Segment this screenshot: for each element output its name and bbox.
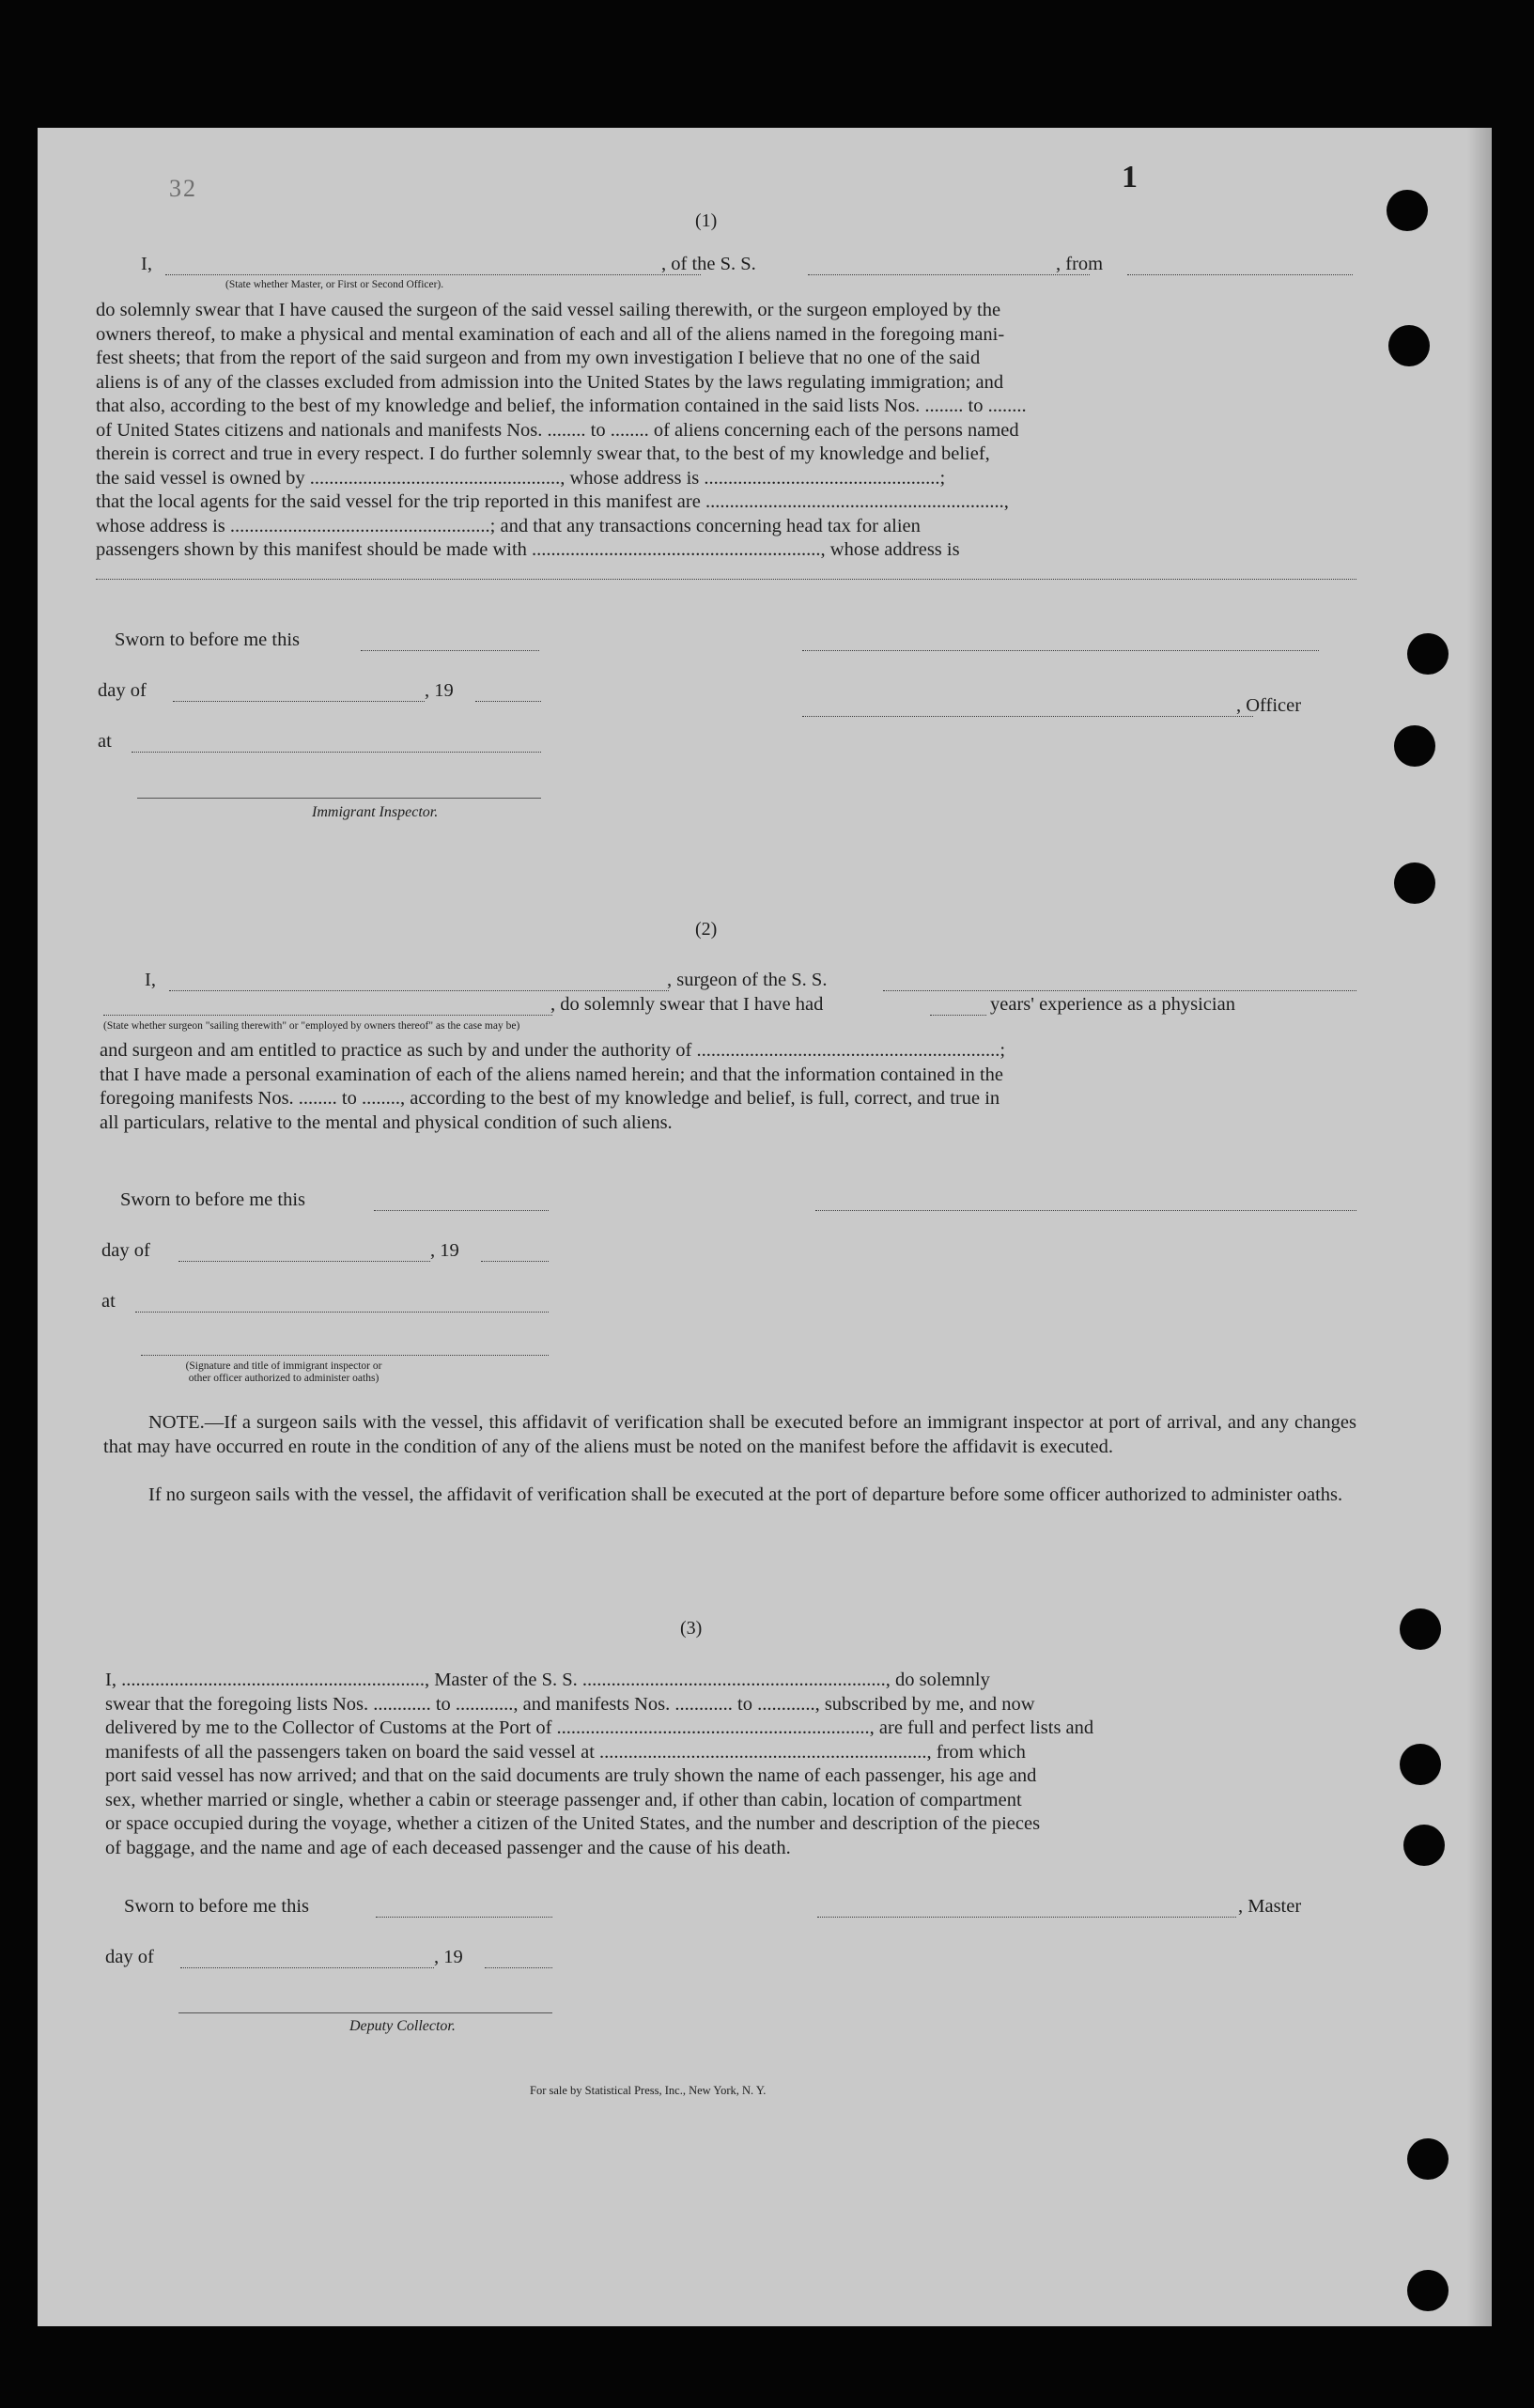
s2-day-of-label: day of: [101, 1240, 150, 1261]
punch-hole: [1387, 190, 1428, 231]
s3-line: I, ..............................................................., Master of the S. S. ..............................................................., do solemnly: [105, 1670, 990, 1690]
punch-hole: [1407, 2138, 1449, 2180]
punch-hole: [1400, 1744, 1441, 1785]
s2-prefix: I,: [145, 970, 156, 990]
s2-sworn-day-field[interactable]: [374, 1210, 549, 1211]
s2-years-label: years' experience as a physician: [990, 994, 1235, 1015]
s2-at-label: at: [101, 1291, 116, 1312]
s2-surgeon-note: (State whether surgeon "sailing therewith" or "employed by owners thereof" as the case may be): [103, 1020, 520, 1032]
s2-surgeon-signature-line[interactable]: [815, 1210, 1356, 1211]
s1-line: that the local agents for the said vessel for the trip reported in this manifest are ..............................................................,: [96, 491, 1009, 512]
s2-sworn-label: Sworn to before me this: [120, 1189, 305, 1210]
punch-hole: [1394, 862, 1435, 904]
s1-inspector-signature-line[interactable]: [137, 798, 541, 799]
s2-note-paragraph-1: NOTE.—If a surgeon sails with the vessel, this affidavit of verification shall be executed before an immigrant inspector at port of arrival, and any changes that may have occurred en route in the condition of any of the aliens must be noted on the manifest before the affidavit is executed.: [103, 1412, 1356, 1457]
s2-surgeon-of-ss: , surgeon of the S. S.: [667, 970, 828, 990]
section-2-number: (2): [695, 919, 718, 940]
s3-sworn-label: Sworn to before me this: [124, 1896, 309, 1917]
s1-from: , from: [1056, 254, 1104, 274]
s1-day-of-label: day of: [98, 680, 147, 701]
s1-sworn-day-field[interactable]: [361, 650, 539, 651]
punch-hole: [1394, 725, 1435, 767]
s3-year-label: , 19: [434, 1947, 463, 1967]
s2-month-field[interactable]: [178, 1261, 430, 1262]
s1-vessel-name-field[interactable]: [808, 274, 1090, 275]
s2-year-field[interactable]: [481, 1261, 549, 1262]
s1-line: the said vessel is owned by ...................................................., whose address is .................................................;: [96, 467, 946, 489]
s1-place-field[interactable]: [132, 752, 541, 753]
s1-year-field[interactable]: [475, 701, 541, 702]
s2-place-field[interactable]: [135, 1312, 549, 1313]
s3-master-label: , Master: [1238, 1896, 1302, 1917]
punch-hole: [1388, 325, 1430, 366]
s1-line: that also, according to the best of my knowledge and belief, the information contained in the said lists Nos. ........ to ........: [96, 396, 1027, 416]
s3-line: or space occupied during the voyage, whether a citizen of the United States, and the number and description of the pieces: [105, 1813, 1041, 1834]
s1-line: owners thereof, to make a physical and mental examination of each and all of the aliens named in the foregoing mani-: [96, 323, 1005, 345]
s3-oath-body: [105, 1669, 1356, 1860]
s2-line: and surgeon and am entitled to practice as such by and under the authority of ...............................................................;: [100, 1040, 1006, 1061]
s3-month-field[interactable]: [180, 1967, 434, 1968]
section-1-number: (1): [695, 210, 718, 231]
s2-line: all particulars, relative to the mental and physical condition of such aliens.: [100, 1111, 673, 1133]
page-number: 32: [169, 175, 197, 202]
s1-officer-note: (State whether Master, or First or Second Officer).: [225, 279, 444, 290]
s1-oath-body: [96, 299, 1356, 563]
s3-collector-signature-line[interactable]: [178, 2012, 552, 2013]
s1-line: of United States citizens and nationals and manifests Nos. ........ to ........ of aliens concerning each of the persons named: [96, 419, 1019, 441]
s1-month-field[interactable]: [173, 701, 425, 702]
printer-footer: For sale by Statistical Press, Inc., New York, N. Y.: [530, 2084, 767, 2097]
s3-sworn-day-field[interactable]: [376, 1917, 552, 1918]
punch-hole: [1403, 1825, 1445, 1866]
punch-hole: [1400, 1608, 1441, 1650]
s2-year-label: , 19: [430, 1240, 459, 1261]
s1-line: passengers shown by this manifest should be made with ............................................................, whose address is: [96, 539, 960, 560]
s3-line: manifests of all the passengers taken on board the said vessel at ...................................................................., from which: [105, 1741, 1026, 1763]
s1-officer-signature-line-2[interactable]: [802, 716, 1253, 717]
s1-year-label: , 19: [425, 680, 454, 701]
s1-line: aliens is of any of the classes excluded from admission into the United States by the laws regulating immigration; and: [96, 371, 1004, 393]
s3-collector-label: Deputy Collector.: [349, 2018, 456, 2034]
s2-line: that I have made a personal examination of each of the aliens named herein; and that the information contained in the: [100, 1064, 1003, 1085]
s2-sailing-status-field[interactable]: [103, 1015, 552, 1016]
s2-oath-body: [100, 1039, 1356, 1135]
page-mark: 1: [1122, 160, 1138, 194]
page-edge-shadow: [1467, 128, 1492, 2326]
s3-year-field[interactable]: [485, 1967, 552, 1968]
punch-hole: [1407, 2270, 1449, 2311]
s1-prefix: I,: [141, 254, 152, 274]
s1-port-from-field[interactable]: [1127, 274, 1353, 275]
s2-vessel-name-field[interactable]: [883, 990, 1356, 991]
s2-signature-note: [143, 1360, 425, 1385]
s3-line: delivered by me to the Collector of Customs at the Port of ................................................................., are full and perfect lists and: [105, 1717, 1094, 1738]
s3-line: swear that the foregoing lists Nos. ............ to ............, and manifests Nos. ............ to ............, subscribed by me, and now: [105, 1693, 1035, 1715]
s1-line: therein is correct and true in every respect. I do further solemnly swear that, to the best of my knowledge and belief,: [96, 443, 990, 464]
punch-hole: [1407, 633, 1449, 675]
s1-officer-label: , Officer: [1236, 695, 1302, 716]
s2-signature-note-1: (Signature and title of immigrant inspector or: [185, 1360, 382, 1372]
s1-of-ss: , of the S. S.: [661, 254, 756, 274]
s2-line: foregoing manifests Nos. ........ to ........, according to the best of my knowledge and belief, is full, correct, and true in: [100, 1088, 1000, 1109]
s1-inspector-label: Immigrant Inspector.: [312, 804, 439, 820]
s2-surgeon-name-field[interactable]: [169, 990, 669, 991]
s2-years-field[interactable]: [930, 1015, 986, 1016]
s1-officer-name-field[interactable]: [165, 274, 701, 275]
s2-note-paragraph-2: If no surgeon sails with the vessel, the affidavit of verification shall be executed at the port of departure before some officer authorized to administer oaths.: [148, 1484, 1343, 1505]
s1-line: do solemnly swear that I have caused the surgeon of the said vessel sailing therewith, or the surgeon employed by the: [96, 300, 1001, 320]
s1-line: whose address is ......................................................; and that any transactions concerning head tax for alien: [96, 515, 921, 536]
s2-signature-note-2: other officer authorized to administer oaths): [188, 1373, 380, 1384]
s3-line: sex, whether married or single, whether a cabin or steerage passenger and, if other than cabin, location of compartment: [105, 1789, 1022, 1810]
s1-at-label: at: [98, 731, 112, 752]
section-3-number: (3): [680, 1618, 703, 1639]
s3-day-of-label: day of: [105, 1947, 154, 1967]
s2-signature-line[interactable]: [141, 1355, 549, 1356]
s1-address-continuation-field[interactable]: [96, 579, 1356, 580]
s1-line: fest sheets; that from the report of the said surgeon and from my own investigation I believe that no one of the said: [96, 348, 981, 368]
s1-sworn-label: Sworn to before me this: [115, 629, 300, 650]
s3-line: of baggage, and the name and age of each deceased passenger and the cause of his death.: [105, 1837, 791, 1858]
s3-line: port said vessel has now arrived; and that on the said documents are truly shown the name of each passenger, his age and: [105, 1765, 1037, 1786]
s2-swear-label: , do solemnly swear that I have had: [550, 994, 824, 1015]
s3-master-signature-line[interactable]: [817, 1917, 1236, 1918]
form-sheet: [38, 128, 1492, 2326]
s1-officer-signature-line-1[interactable]: [802, 650, 1319, 651]
